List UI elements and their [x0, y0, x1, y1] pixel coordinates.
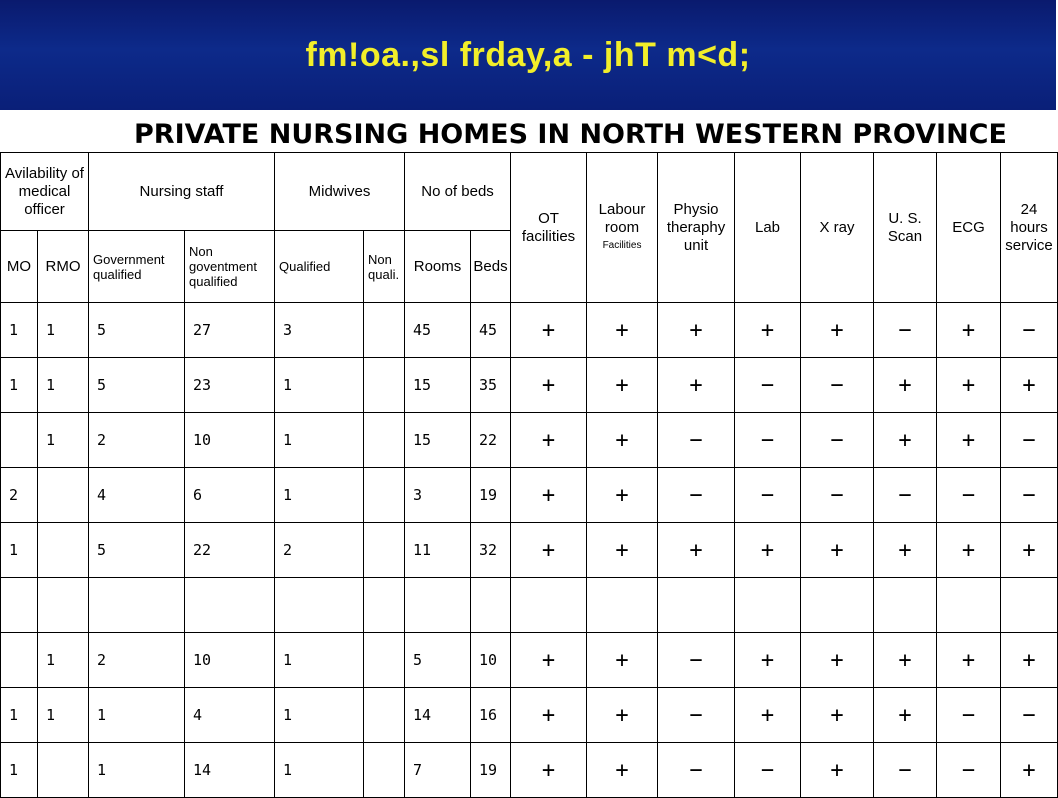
table-cell [38, 523, 89, 578]
table-cell: 1 [275, 358, 364, 413]
table-cell [364, 303, 405, 358]
table-cell [1, 413, 38, 468]
table-row [1, 743, 1058, 798]
table-cell: − [1001, 688, 1058, 743]
table-cell: − [735, 743, 801, 798]
table-row [1, 413, 1058, 468]
header-labour-room [587, 153, 658, 303]
table-cell: 1 [275, 633, 364, 688]
table-row [1, 578, 1058, 633]
table-cell: + [801, 303, 874, 358]
table-cell: + [587, 468, 658, 523]
table-cell: 1 [1, 688, 38, 743]
table-cell: − [658, 688, 735, 743]
table-cell: 1 [275, 688, 364, 743]
table-cell [364, 578, 405, 633]
table-cell: + [587, 413, 658, 468]
table-cell: − [1001, 413, 1058, 468]
table-cell: 2 [89, 633, 185, 688]
table-cell: − [658, 633, 735, 688]
table-row [1, 303, 1058, 358]
table-cell: 1 [1, 743, 38, 798]
table-cell: + [937, 413, 1001, 468]
table-cell [658, 578, 735, 633]
table-cell: + [511, 413, 587, 468]
header-labour-room-sub: Facilities [602, 239, 642, 251]
table-cell: 2 [275, 523, 364, 578]
subheader-rooms: Rooms [405, 231, 471, 303]
table-cell: 10 [185, 413, 275, 468]
table-cell: 19 [471, 468, 511, 523]
header-medical-officer: Avilability of medical officer [1, 153, 89, 231]
table-cell: 1 [38, 358, 89, 413]
table-cell: − [658, 468, 735, 523]
table-cell [364, 413, 405, 468]
table-row [1, 468, 1058, 523]
table-cell: + [735, 633, 801, 688]
subheader-beds: Beds [471, 231, 511, 303]
table-cell: 1 [275, 743, 364, 798]
table-cell: 1 [38, 633, 89, 688]
table-cell: + [511, 358, 587, 413]
table-cell: + [735, 688, 801, 743]
table-cell: 11 [405, 523, 471, 578]
table-cell: + [511, 743, 587, 798]
table-cell [38, 578, 89, 633]
table-cell: 7 [405, 743, 471, 798]
table-cell: 1 [275, 468, 364, 523]
table-cell: + [874, 413, 937, 468]
table-cell: + [511, 468, 587, 523]
table-cell: 2 [1, 468, 38, 523]
table-cell: 4 [89, 468, 185, 523]
table-cell: + [801, 523, 874, 578]
header-physio: Physio theraphy unit [658, 153, 735, 303]
table-cell: + [874, 358, 937, 413]
table-cell: + [587, 633, 658, 688]
table-cell: 10 [471, 633, 511, 688]
table-cell: 1 [38, 303, 89, 358]
table-cell: + [801, 633, 874, 688]
table-cell: + [1001, 358, 1058, 413]
table-cell: + [874, 688, 937, 743]
header-nursing-staff: Nursing staff [89, 153, 275, 231]
table-cell: 1 [89, 743, 185, 798]
table-cell: + [511, 688, 587, 743]
table-cell [801, 578, 874, 633]
table-cell: 45 [471, 303, 511, 358]
table-cell: + [874, 633, 937, 688]
table-cell: 5 [89, 358, 185, 413]
table-cell: 10 [185, 633, 275, 688]
table-cell: + [937, 303, 1001, 358]
table-cell: 15 [405, 413, 471, 468]
table-cell [937, 578, 1001, 633]
header-row-groups [1, 153, 1058, 231]
header-24-hours: 24 hours service [1001, 153, 1058, 303]
table-cell: 1 [89, 688, 185, 743]
nursing-homes-table-wrap [0, 152, 1056, 783]
table-cell: − [658, 743, 735, 798]
subheader-non-qualified: Non quali. [364, 231, 405, 303]
header-us-scan: U. S. Scan [874, 153, 937, 303]
table-cell: − [874, 303, 937, 358]
table-cell: 15 [405, 358, 471, 413]
subheader-qualified: Qualified [275, 231, 364, 303]
header-ecg: ECG [937, 153, 1001, 303]
table-row [1, 633, 1058, 688]
table-cell: + [658, 358, 735, 413]
table-cell: + [511, 633, 587, 688]
table-cell: + [511, 303, 587, 358]
header-ot-facilities: OT facilities [511, 153, 587, 303]
table-cell: − [874, 743, 937, 798]
table-cell: + [937, 523, 1001, 578]
table-cell [1, 633, 38, 688]
table-cell [874, 578, 937, 633]
table-cell: + [587, 303, 658, 358]
table-title: PRIVATE NURSING HOMES IN NORTH WESTERN PROVINCE [134, 119, 1007, 150]
table-cell [364, 743, 405, 798]
table-cell [405, 578, 471, 633]
table-cell [511, 578, 587, 633]
table-cell: + [511, 523, 587, 578]
table-cell: 35 [471, 358, 511, 413]
slide-title: fm!oa.,sl frday,a - jhT m<d; [305, 36, 751, 74]
table-cell: − [801, 358, 874, 413]
table-cell [471, 578, 511, 633]
table-cell [185, 578, 275, 633]
table-cell: 27 [185, 303, 275, 358]
table-cell: + [658, 303, 735, 358]
subheader-gov-qualified: Government qualified [89, 231, 185, 303]
table-cell: + [801, 688, 874, 743]
table-body [1, 303, 1058, 798]
table-row [1, 523, 1058, 578]
title-banner [0, 0, 1056, 110]
table-cell: − [735, 468, 801, 523]
table-cell: 4 [185, 688, 275, 743]
table-cell: − [937, 468, 1001, 523]
table-row [1, 358, 1058, 413]
table-cell: + [937, 633, 1001, 688]
table-cell: + [587, 688, 658, 743]
table-cell: − [801, 413, 874, 468]
table-cell: 19 [471, 743, 511, 798]
table-cell: 14 [185, 743, 275, 798]
table-cell: + [587, 358, 658, 413]
table-cell [38, 468, 89, 523]
table-cell: 1 [38, 413, 89, 468]
table-cell: − [1001, 303, 1058, 358]
subheader-rmo: RMO [38, 231, 89, 303]
table-cell: 14 [405, 688, 471, 743]
header-midwives: Midwives [275, 153, 405, 231]
table-cell: 6 [185, 468, 275, 523]
table-cell [1001, 578, 1058, 633]
table-cell [364, 688, 405, 743]
table-cell [587, 578, 658, 633]
table-cell: 2 [89, 413, 185, 468]
table-cell: + [1001, 523, 1058, 578]
table-cell: + [587, 743, 658, 798]
table-cell: − [937, 743, 1001, 798]
header-no-of-beds: No of beds [405, 153, 511, 231]
table-cell: 1 [1, 303, 38, 358]
table-cell: 16 [471, 688, 511, 743]
table-cell [364, 358, 405, 413]
table-cell: + [587, 523, 658, 578]
table-cell: 1 [1, 523, 38, 578]
subheader-nongov-qualified: Non goventment qualified [185, 231, 275, 303]
table-cell: + [1001, 633, 1058, 688]
table-cell: − [735, 413, 801, 468]
table-cell: + [735, 303, 801, 358]
table-cell: + [658, 523, 735, 578]
table-cell: 45 [405, 303, 471, 358]
nursing-homes-table [0, 152, 1058, 798]
table-cell: − [1001, 468, 1058, 523]
table-cell: + [937, 358, 1001, 413]
header-labour-room-label: Labour room [598, 200, 646, 236]
table-cell: 23 [185, 358, 275, 413]
table-cell [364, 468, 405, 523]
header-xray: X ray [801, 153, 874, 303]
table-cell: 22 [185, 523, 275, 578]
table-cell: 22 [471, 413, 511, 468]
table-cell: 1 [38, 688, 89, 743]
table-cell [89, 578, 185, 633]
table-cell [364, 633, 405, 688]
table-cell [275, 578, 364, 633]
table-cell: − [874, 468, 937, 523]
table-cell: 1 [1, 358, 38, 413]
table-cell: − [735, 358, 801, 413]
table-cell: + [735, 523, 801, 578]
table-cell: 5 [405, 633, 471, 688]
table-cell: 32 [471, 523, 511, 578]
table-cell: + [874, 523, 937, 578]
table-cell [38, 743, 89, 798]
table-cell: + [1001, 743, 1058, 798]
table-cell: 5 [89, 303, 185, 358]
table-cell: 3 [405, 468, 471, 523]
table-cell: + [801, 743, 874, 798]
table-cell [735, 578, 801, 633]
table-cell [364, 523, 405, 578]
subheader-mo: MO [1, 231, 38, 303]
table-cell: − [937, 688, 1001, 743]
table-cell: − [801, 468, 874, 523]
table-cell: 3 [275, 303, 364, 358]
header-lab: Lab [735, 153, 801, 303]
table-cell: − [658, 413, 735, 468]
table-cell [1, 578, 38, 633]
table-cell: 1 [275, 413, 364, 468]
table-cell: 5 [89, 523, 185, 578]
table-row [1, 688, 1058, 743]
